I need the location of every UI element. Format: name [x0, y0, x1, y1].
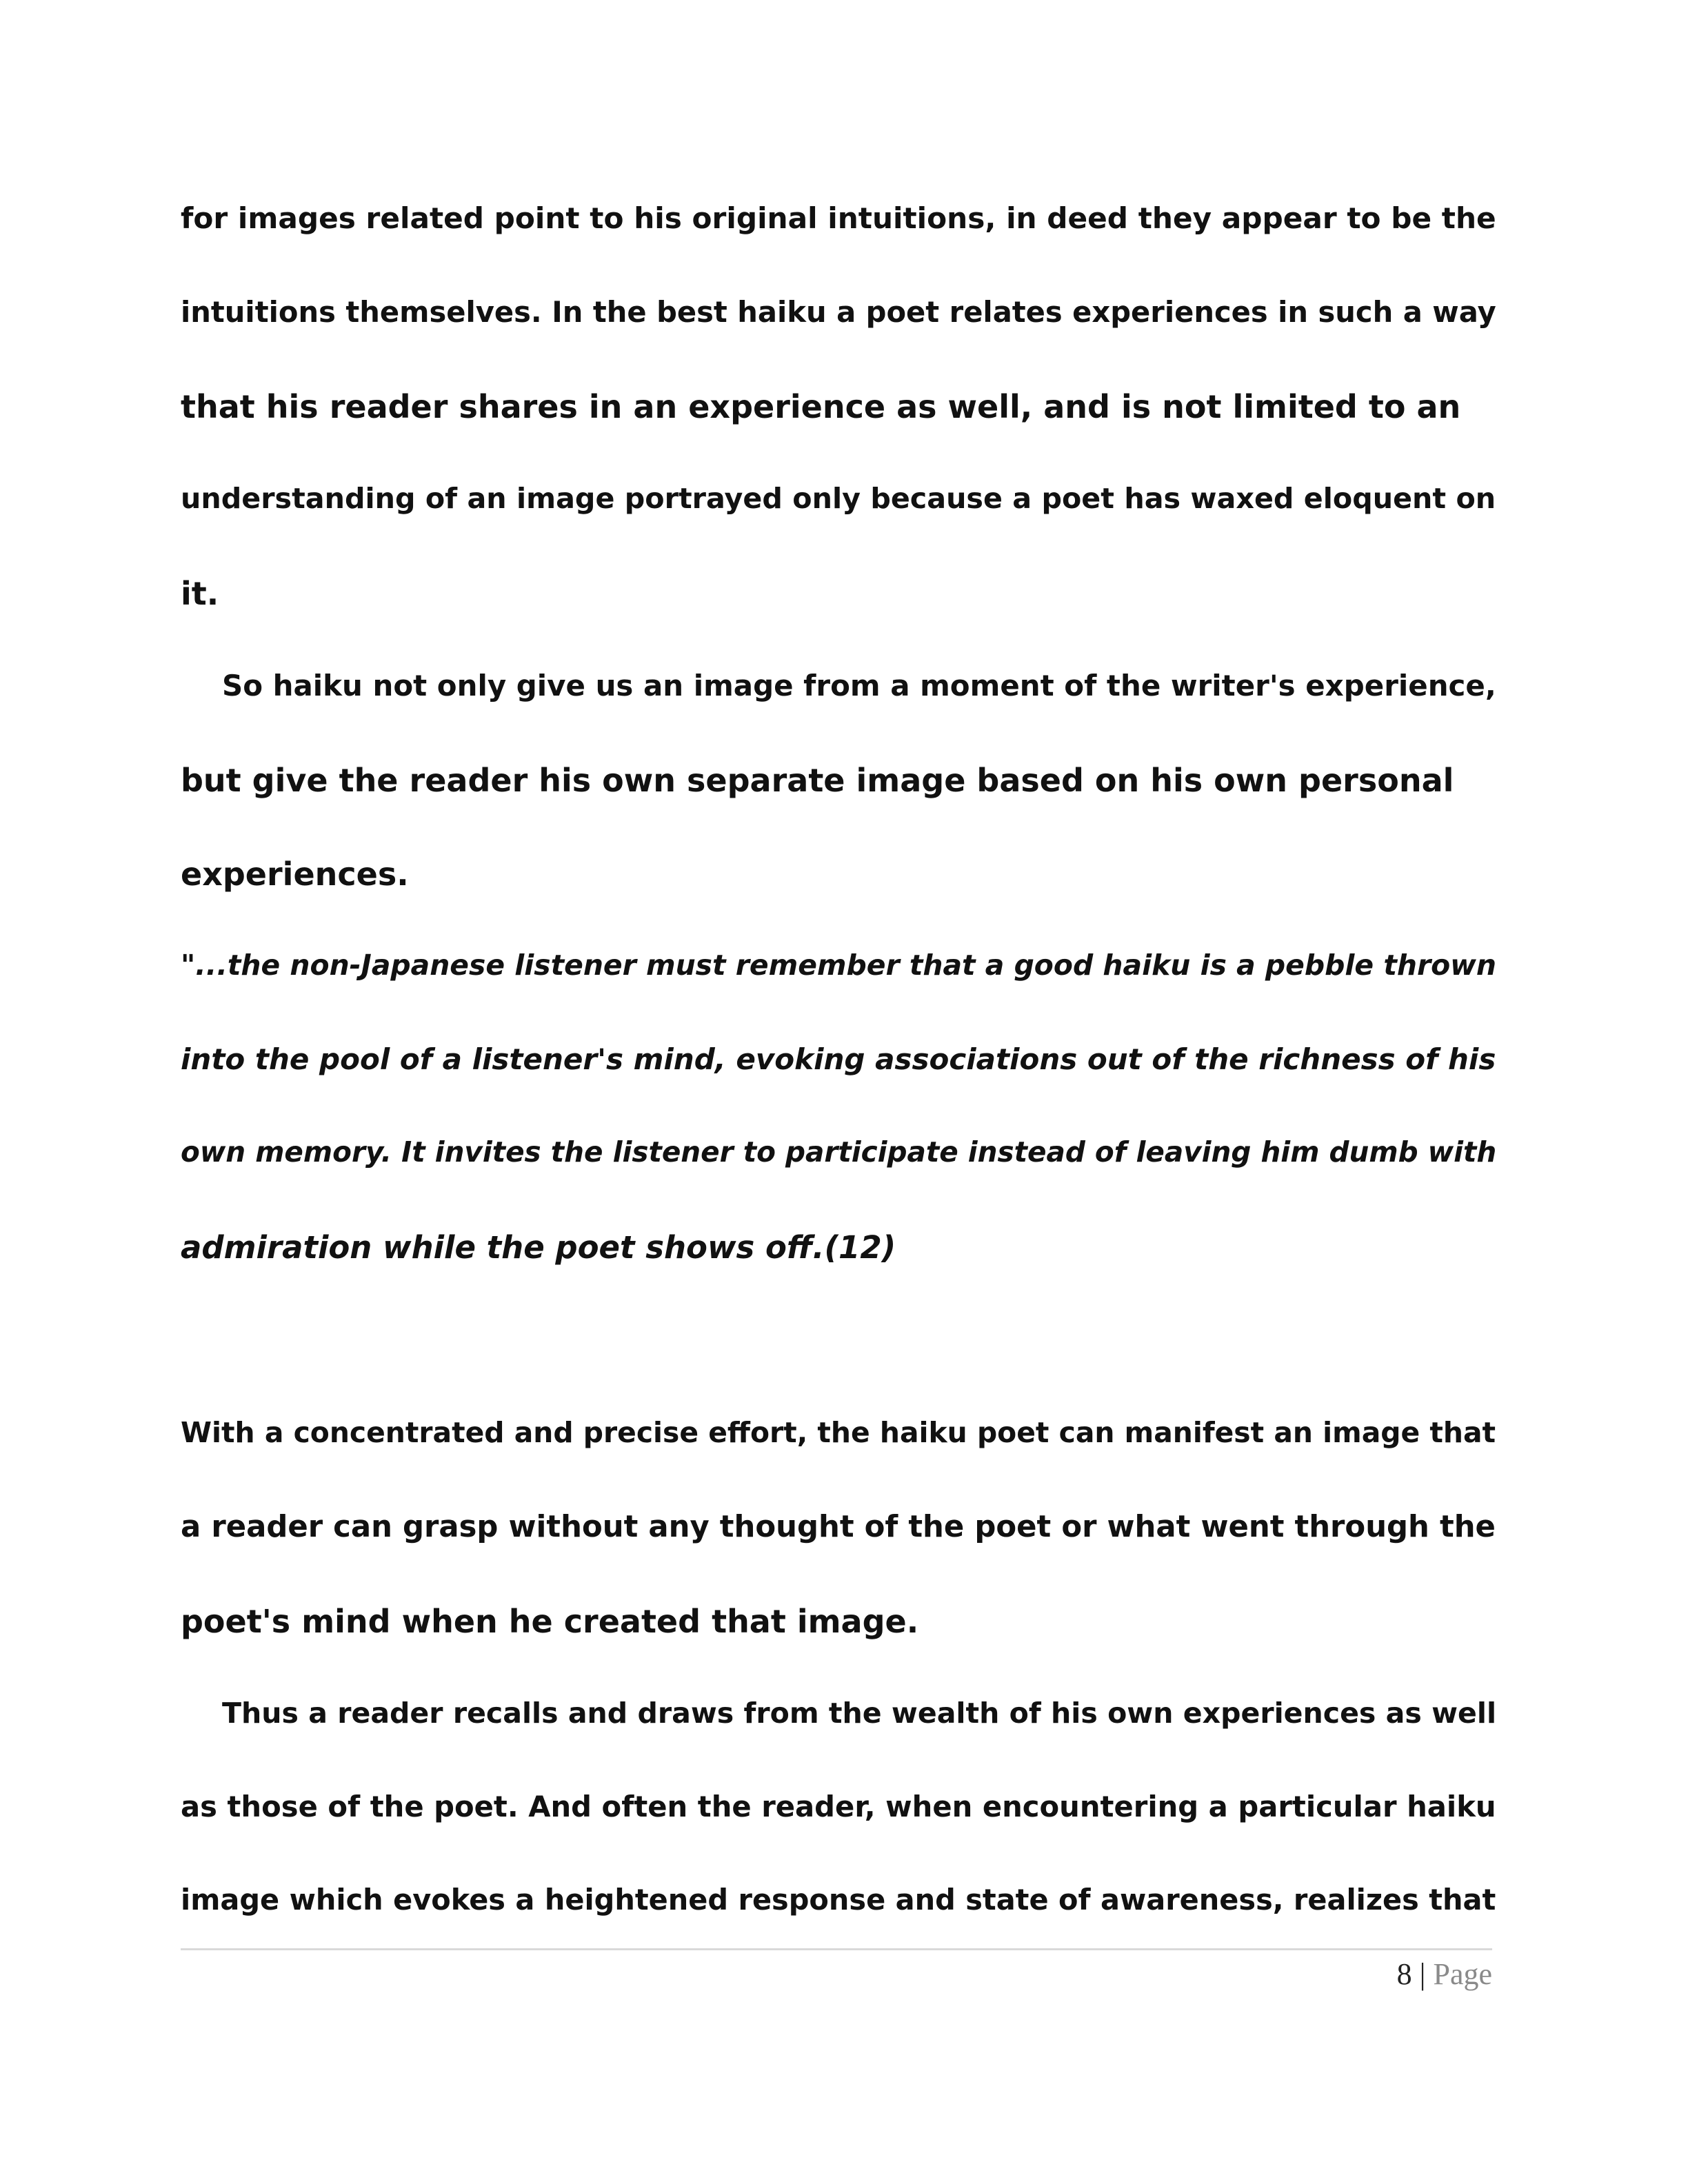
footer-separator: | — [1419, 1957, 1426, 1991]
body-text-line: image which evokes a heightened response and state of awareness, realizes that — [181, 1883, 1496, 1917]
body-text-line: experiences. — [181, 856, 409, 893]
body-text-line: but give the reader his own separate image based on his own personal — [181, 762, 1454, 799]
quote-line: into the pool of a listener's mind, evoking associations out of the richness of his — [181, 1042, 1496, 1076]
page-label: Page — [1433, 1957, 1492, 1991]
body-text-line: So haiku not only give us an image from a moment of the writer's experience, — [222, 669, 1496, 702]
body-text-line: a reader can grasp without any thought of the poet or what went through the — [181, 1510, 1496, 1544]
quote-line: own memory. It invites the listener to participate instead of leaving him dumb with — [181, 1135, 1497, 1169]
body-text-line: Thus a reader recalls and draws from the wealth of his own experiences as well — [222, 1697, 1497, 1730]
body-text-line: it. — [181, 575, 219, 612]
quote-line: "...the non-Japanese listener must remember that a good haiku is a pebble thrown — [181, 949, 1497, 982]
quote-line: admiration while the poet shows off.(12) — [181, 1229, 896, 1266]
body-text-line: poet's mind when he created that image. — [181, 1603, 919, 1640]
page-footer — [1397, 1957, 1492, 1992]
body-text-line: for images related point to his original intuitions, in deed they appear to be the — [181, 201, 1496, 235]
body-text-line: understanding of an image portrayed only because a poet has waxed eloquent on — [181, 482, 1496, 515]
footer-divider — [181, 1948, 1492, 1950]
body-text-line: With a concentrated and precise effort, the haiku poet can manifest an image that — [181, 1416, 1496, 1449]
body-text-line: that his reader shares in an experience as well, and is not limited to an — [181, 388, 1461, 425]
page-number: 8 — [1396, 1957, 1412, 1991]
body-text-line: as those of the poet. And often the reader, when encountering a particular haiku — [181, 1790, 1496, 1823]
body-text-line: intuitions themselves. In the best haiku a poet relates experiences in such a way — [181, 295, 1496, 329]
